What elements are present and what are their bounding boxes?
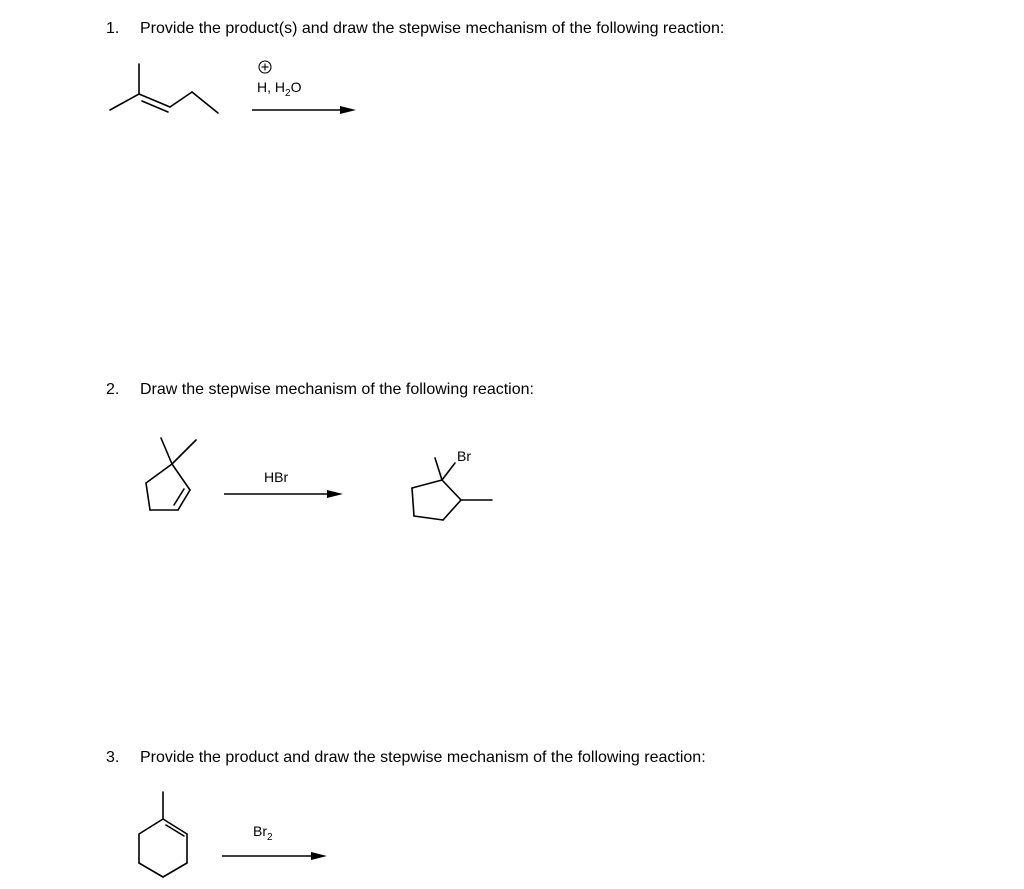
reagent-2-text: HBr: [264, 469, 289, 485]
reactant-1-structure: [110, 64, 218, 113]
reaction-arrow-1: [252, 106, 356, 114]
reaction-arrow-3: [222, 852, 327, 860]
question-text: Provide the product and draw the stepwise mechanism of the following reaction:: [140, 749, 706, 766]
reaction-arrow-2: [224, 490, 343, 498]
reagent-1: [257, 61, 302, 99]
question-text: Provide the product(s) and draw the stepwise mechanism of the following reaction:: [140, 20, 725, 37]
question-number: 3.: [106, 749, 120, 766]
reactant-2-structure: [146, 438, 196, 510]
reaction-3-scheme: [0, 780, 1024, 889]
question-number: 1.: [106, 20, 120, 37]
reaction-2-scheme: [0, 420, 1024, 540]
reagent-3-text: $Br_2$: [253, 823, 273, 843]
reaction-1-scheme: [0, 0, 1024, 150]
question-number: 2.: [106, 381, 120, 398]
product-2-structure: [412, 458, 492, 520]
reagent-1-text: H, $H_2O$: [257, 79, 302, 99]
question-text: Draw the stepwise mechanism of the following reaction:: [140, 381, 534, 398]
product-2-label: Br: [457, 448, 471, 464]
reactant-3-structure: [139, 792, 187, 877]
